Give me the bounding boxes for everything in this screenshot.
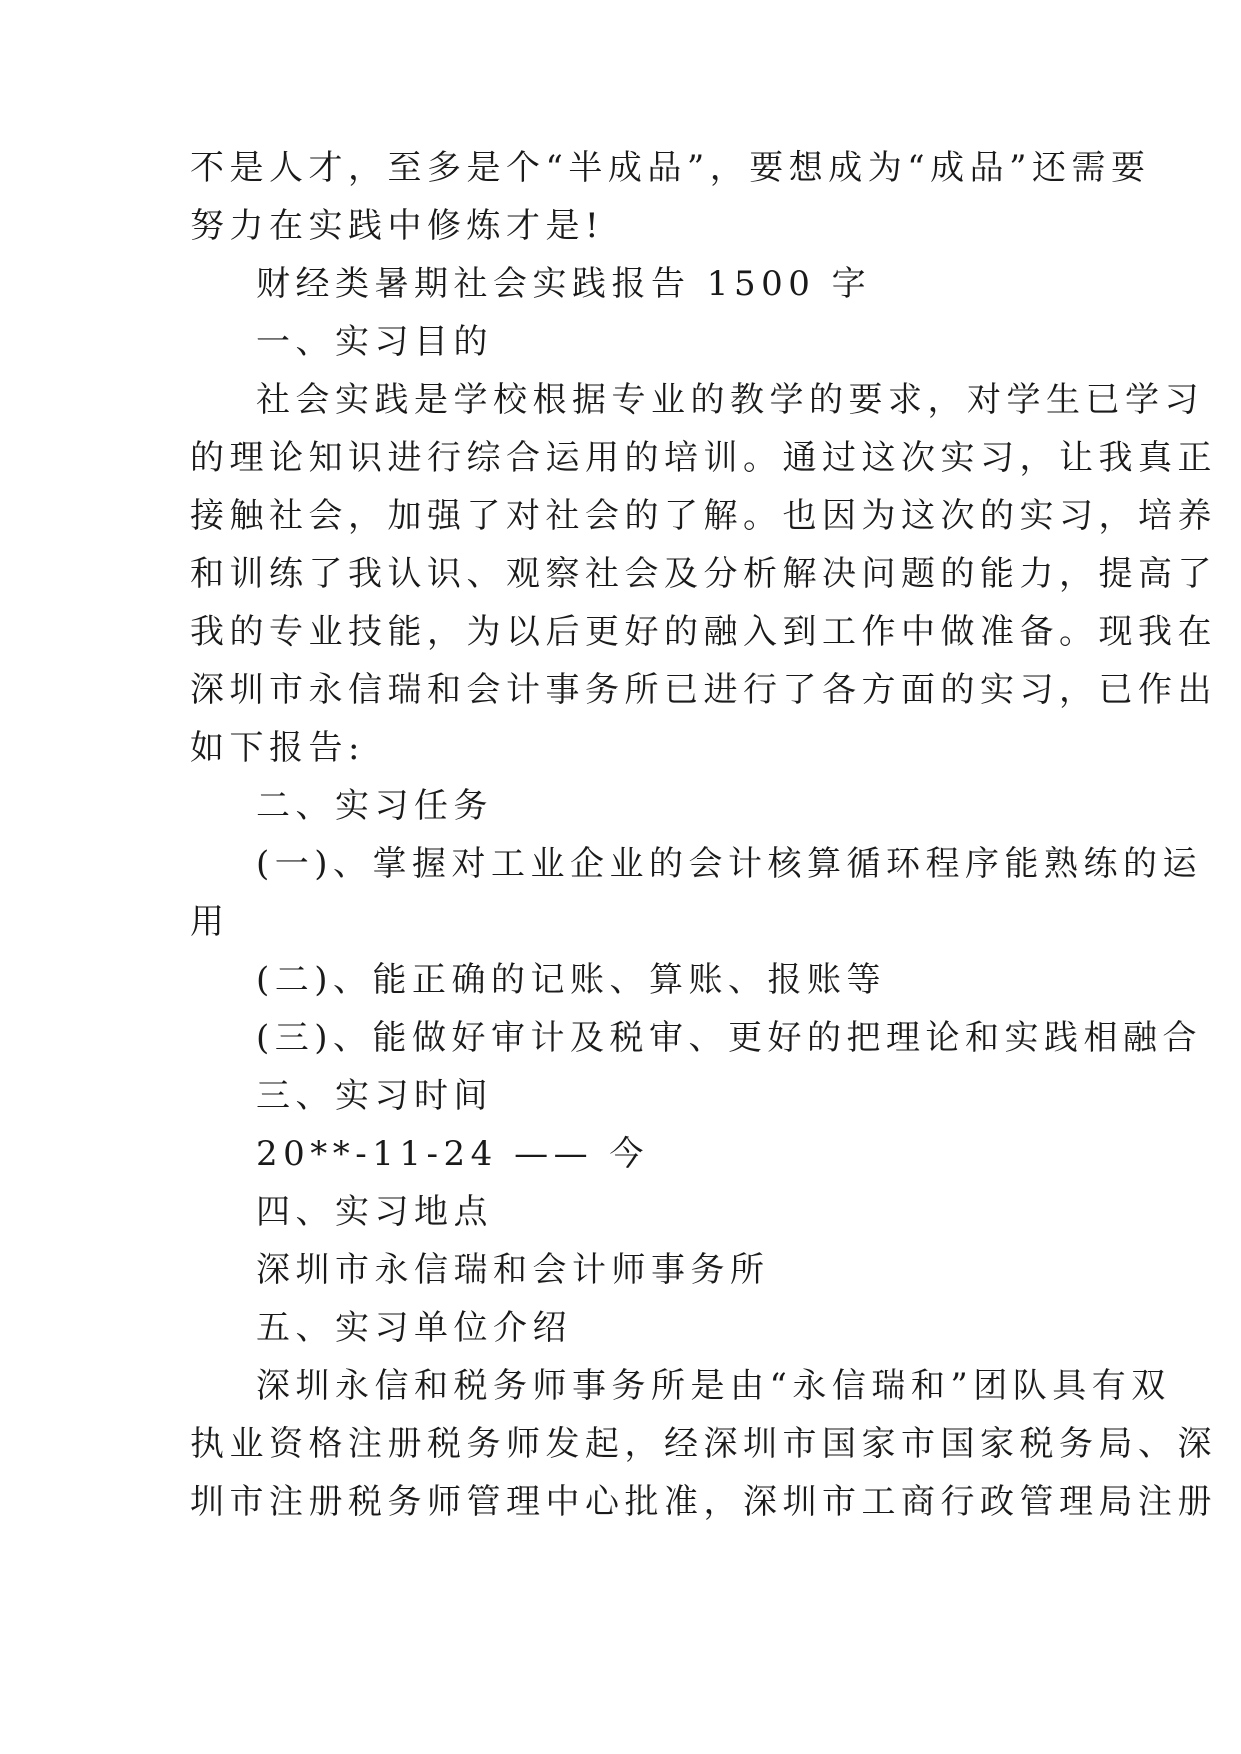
paragraph-line: 执业资格注册税务师发起，经深圳市国家市国家税务局、深 — [190, 1424, 1217, 1464]
heading-time: 三、实习时间 — [256, 1076, 493, 1116]
task-item: (二)、能正确的记账、算账、报账等 — [256, 960, 887, 1000]
task-item: (三)、能做好审计及税审、更好的把理论和实践相融合 — [256, 1018, 1203, 1058]
paragraph-line: 不是人才，至多是个“半成品”，要想成为“成品”还需要 — [190, 148, 1151, 188]
paragraph-line: 如下报告: — [190, 728, 365, 768]
paragraph-line: 圳市注册税务师管理中心批准，深圳市工商行政管理局注册 — [190, 1482, 1217, 1522]
paragraph-line: 社会实践是学校根据专业的教学的要求，对学生已学习 — [256, 380, 1204, 420]
task-item-continued: 用 — [190, 902, 230, 942]
heading-company-intro: 五、实习单位介绍 — [256, 1308, 572, 1348]
internship-location: 深圳市永信瑞和会计师事务所 — [256, 1250, 770, 1290]
paragraph-line: 和训练了我认识、观察社会及分析解决问题的能力，提高了 — [190, 554, 1217, 594]
paragraph-line: 的理论知识进行综合运用的培训。通过这次实习，让我真正 — [190, 438, 1217, 478]
heading-tasks: 二、实习任务 — [256, 786, 493, 826]
heading-purpose: 一、实习目的 — [256, 322, 493, 362]
task-item: (一)、掌握对工业企业的会计核算循环程序能熟练的运 — [256, 844, 1203, 884]
paragraph-line: 深圳市永信瑞和会计事务所已进行了各方面的实习，已作出 — [190, 670, 1217, 710]
paragraph-line: 接触社会，加强了对社会的了解。也因为这次的实习，培养 — [190, 496, 1217, 536]
heading-location: 四、实习地点 — [256, 1192, 493, 1232]
internship-date: 20**-11-24 —— 今 — [256, 1134, 649, 1174]
paragraph-line: 深圳永信和税务师事务所是由“永信瑞和”团队具有双 — [256, 1366, 1171, 1406]
section-title: 财经类暑期社会实践报告 1500 字 — [256, 264, 872, 304]
paragraph-line: 努力在实践中修炼才是! — [190, 206, 605, 246]
paragraph-line: 我的专业技能，为以后更好的融入到工作中做准备。现我在 — [190, 612, 1217, 652]
